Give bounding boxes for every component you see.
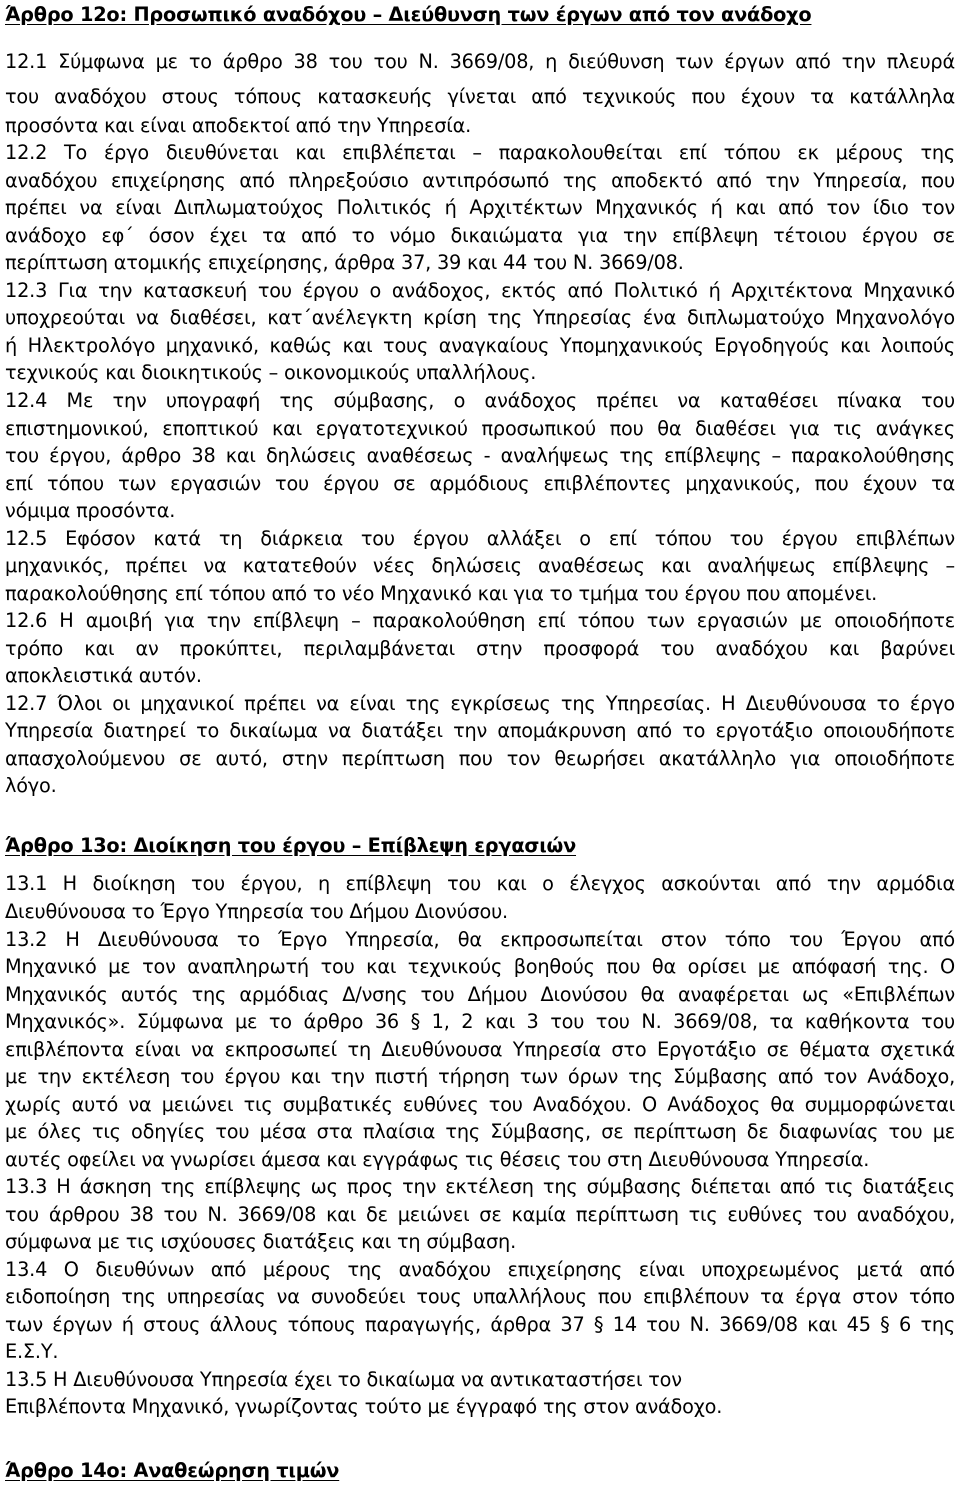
article-13-line: ειδοποίηση της υπηρεσίας να συνοδεύει τους υπαλλήλους που επιβλέπουν τα έργα στον τόπο [5,1285,955,1308]
article-12-line: 12.2 Το έργο διευθύνεται και επιβλέπεται – παρακολουθείται επί τόπου εκ μέρους της [5,141,955,164]
article-12-line: αναδόχου επιχείρησης από πληρεξούσιο αντιπρόσωπό της αποδεκτό από την Υπηρεσία, που [5,169,955,192]
article-13-line: Επιβλέποντα Μηχανικό, γνωρίζοντας τούτο με έγγραφό της στον ανάδοχο. [5,1395,723,1418]
article-12-line: τεχνικούς και διοικητικούς – οικονομικούς υπαλλήλους. [5,361,537,384]
article-12-line: ή Ηλεκτρολόγο μηχανικό, καθώς και τους αναγκαίους Υπομηχανικούς Εργοδηγούς και λοιπούς [5,334,955,357]
article-14-heading: Άρθρο 14ο: Αναθεώρηση τιμών [5,1459,340,1482]
article-12-line: 12.7 Όλοι οι μηχανικοί πρέπει να είναι της εγκρίσεως της Υπηρεσίας. Η Διευθύνουσα το έργο [5,692,955,715]
article-12-line: απασχολούμενου σε αυτό, στην περίπτωση που τον θεωρήσει ακατάλληλο για οποιοδήποτε [5,747,955,770]
article-12-line: υποχρεούται να διαθέσει, κατ΄ανέλεγκτη κρίση της Υπηρεσίας ένα διπλωματούχο Μηχανολόγο [5,306,955,329]
article-13-line: 13.1 Η διοίκηση του έργου, η επίβλεψη του και ο έλεγχος ασκούνται από την αρμόδια [5,872,955,895]
article-12-line: επί τόπου των εργασιών του έργου σε αρμόδιους επιβλέποντες μηχανικούς, που έχουν τα [5,472,955,495]
article-12-line: 12.4 Με την υπογραφή της σύμβασης, ο ανάδοχος πρέπει να καταθέσει πίνακα του [5,389,955,412]
article-13-line: Ε.Σ.Υ. [5,1340,59,1363]
article-12-line: 12.6 Η αμοιβή για την επίβλεψη – παρακολούθηση επί τόπου των εργασιών με οποιοδήποτε [5,609,955,632]
article-12-line: ανάδοχο εφ΄ όσον έχει τα από το νόμο δικαιώματα για την επίβλεψη τέτοιου έργου σε [5,224,955,247]
article-13-line: Μηχανικό με τον αναπληρωτή του και τεχνικούς βοηθούς που θα ορίσει με απόφασή της. Ο [5,955,955,978]
article-13-line: 13.3 Η άσκηση της επίβλεψης ως προς την εκτέλεση της σύμβασης διέπεται από τις διατάξεις [5,1175,955,1198]
article-13-line: του άρθρου 38 του Ν. 3669/08 και δε μειώνει σε καμία περίπτωση τις ευθύνες του αναδόχου, [5,1203,955,1226]
article-12-line: νόμιμα προσόντα. [5,499,176,522]
article-13-line: Μηχανικός». Σύμφωνα με το άρθρο 36 § 1, 2 και 3 του του Ν. 3669/08, τα καθήκοντα του [5,1010,955,1033]
article-13-line: με την εκτέλεση του έργου και την πιστή τήρηση των όρων της Σύμβασης από τον Ανάδοχο, [5,1065,955,1088]
article-13-line: Διευθύνουσα το Έργο Υπηρεσία του Δήμου Διονύσου. [5,900,508,923]
article-12-line: λόγο. [5,774,57,797]
article-12-line: 12.1 Σύμφωνα με το άρθρο 38 του του Ν. 3669/08, η διεύθυνση των έργων από την πλευρά [5,50,955,73]
article-13-line: 13.5 Η Διευθύνουσα Υπηρεσία έχει το δικαίωμα να αντικαταστήσει τον [5,1368,682,1391]
article-12-line: του έργου, άρθρο 38 και δηλώσεις αναθέσεως - αναλήψεως της επίβλεψης – παρακολούθησης [5,444,955,467]
article-13-line: επιβλέποντα είναι να εκπροσωπεί τη Διευθύνουσα Υπηρεσία στο Εργοτάξιο σε θέματα σχετικά [5,1038,955,1061]
article-12-line: αποκλειστικά αυτόν. [5,664,202,687]
article-12-heading: Άρθρο 12ο: Προσωπικό αναδόχου – Διεύθυνση των έργων από τον ανάδοχο [5,3,812,26]
article-12-line: προσόντα και είναι αποδεκτοί από την Υπηρεσία. [5,114,472,137]
article-13-line: 13.4 Ο διευθύνων από μέρους της αναδόχου επιχείρησης είναι υποχρεωμένος μετά από [5,1258,955,1281]
article-12-line: 12.3 Για την κατασκευή του έργου ο ανάδοχος, εκτός από Πολιτικό ή Αρχιτέκτονα Μηχανικό [5,279,955,302]
article-13-line: Μηχανικός αυτός της αρμόδιας Δ/νσης του Δήμου Διονύσου θα αναφέρεται ως «Επιβλέπων [5,983,955,1006]
article-13-line: χωρίς αυτό να μειώνει τις συμβατικές ευθύνες του Αναδόχου. Ο Ανάδοχος θα συμμορφώνεται [5,1093,955,1116]
article-13-line: σύμφωνα με τις ισχύουσες διατάξεις και τη σύμβαση. [5,1230,516,1253]
article-12-line: 12.5 Εφόσον κατά τη διάρκεια του έργου αλλάξει ο επί τόπου του έργου επιβλέπων [5,527,955,550]
article-13-line: 13.2 Η Διευθύνουσα το Έργο Υπηρεσία, θα εκπροσωπείται στον τόπο του Έργου από [5,928,955,951]
article-12-line: του αναδόχου στους τόπους κατασκευής γίνεται από τεχνικούς που έχουν τα κατάλληλα [5,85,955,108]
article-12-line: Υπηρεσία διατηρεί το δικαίωμα να διατάξει την απομάκρυνση από το εργοτάξιο οποιουδήποτε [5,719,955,742]
article-13-line: αυτές οφείλει να γνωρίσει άμεσα και εγγράφως τις θέσεις του στη Διευθύνουσα Υπηρεσία. [5,1148,870,1171]
article-12-line: επιστημονικού, εποπτικού και εργατοτεχνικού προσωπικού που θα διαθέσει για τις ανάγκες [5,417,955,440]
article-12-line: πρέπει να είναι Διπλωματούχος Πολιτικός ή Αρχιτέκτων Μηχανικός ή και από τον ίδιο τον [5,196,955,219]
article-12-line: παρακολούθησης επί τόπου από το νέο Μηχανικό και για το τμήμα του έργου που απομένει. [5,582,878,605]
article-13-heading: Άρθρο 13ο: Διοίκηση του έργου – Επίβλεψη εργασιών [5,834,577,857]
article-12-line: περίπτωση ατομικής επιχείρησης, άρθρα 37, 39 και 44 του Ν. 3669/08. [5,251,684,274]
article-13-line: των έργων ή στους άλλους τόπους παραγωγής, άρθρα 37 § 14 του Ν. 3669/08 και 45 § 6 της [5,1313,955,1336]
article-12-line: τρόπο και αν προκύπτει, περιλαμβάνεται στην προσφορά του αναδόχου και βαρύνει [5,637,955,660]
article-13-line: με όλες τις οδηγίες του μέσα στα πλαίσια της Σύμβασης, σε περίπτωση δε διαφωνίας του με [5,1120,955,1143]
article-12-line: μηχανικός, πρέπει να κατατεθούν νέες δηλώσεις αναθέσεως και αναλήψεως επίβλεψης – [5,554,955,577]
